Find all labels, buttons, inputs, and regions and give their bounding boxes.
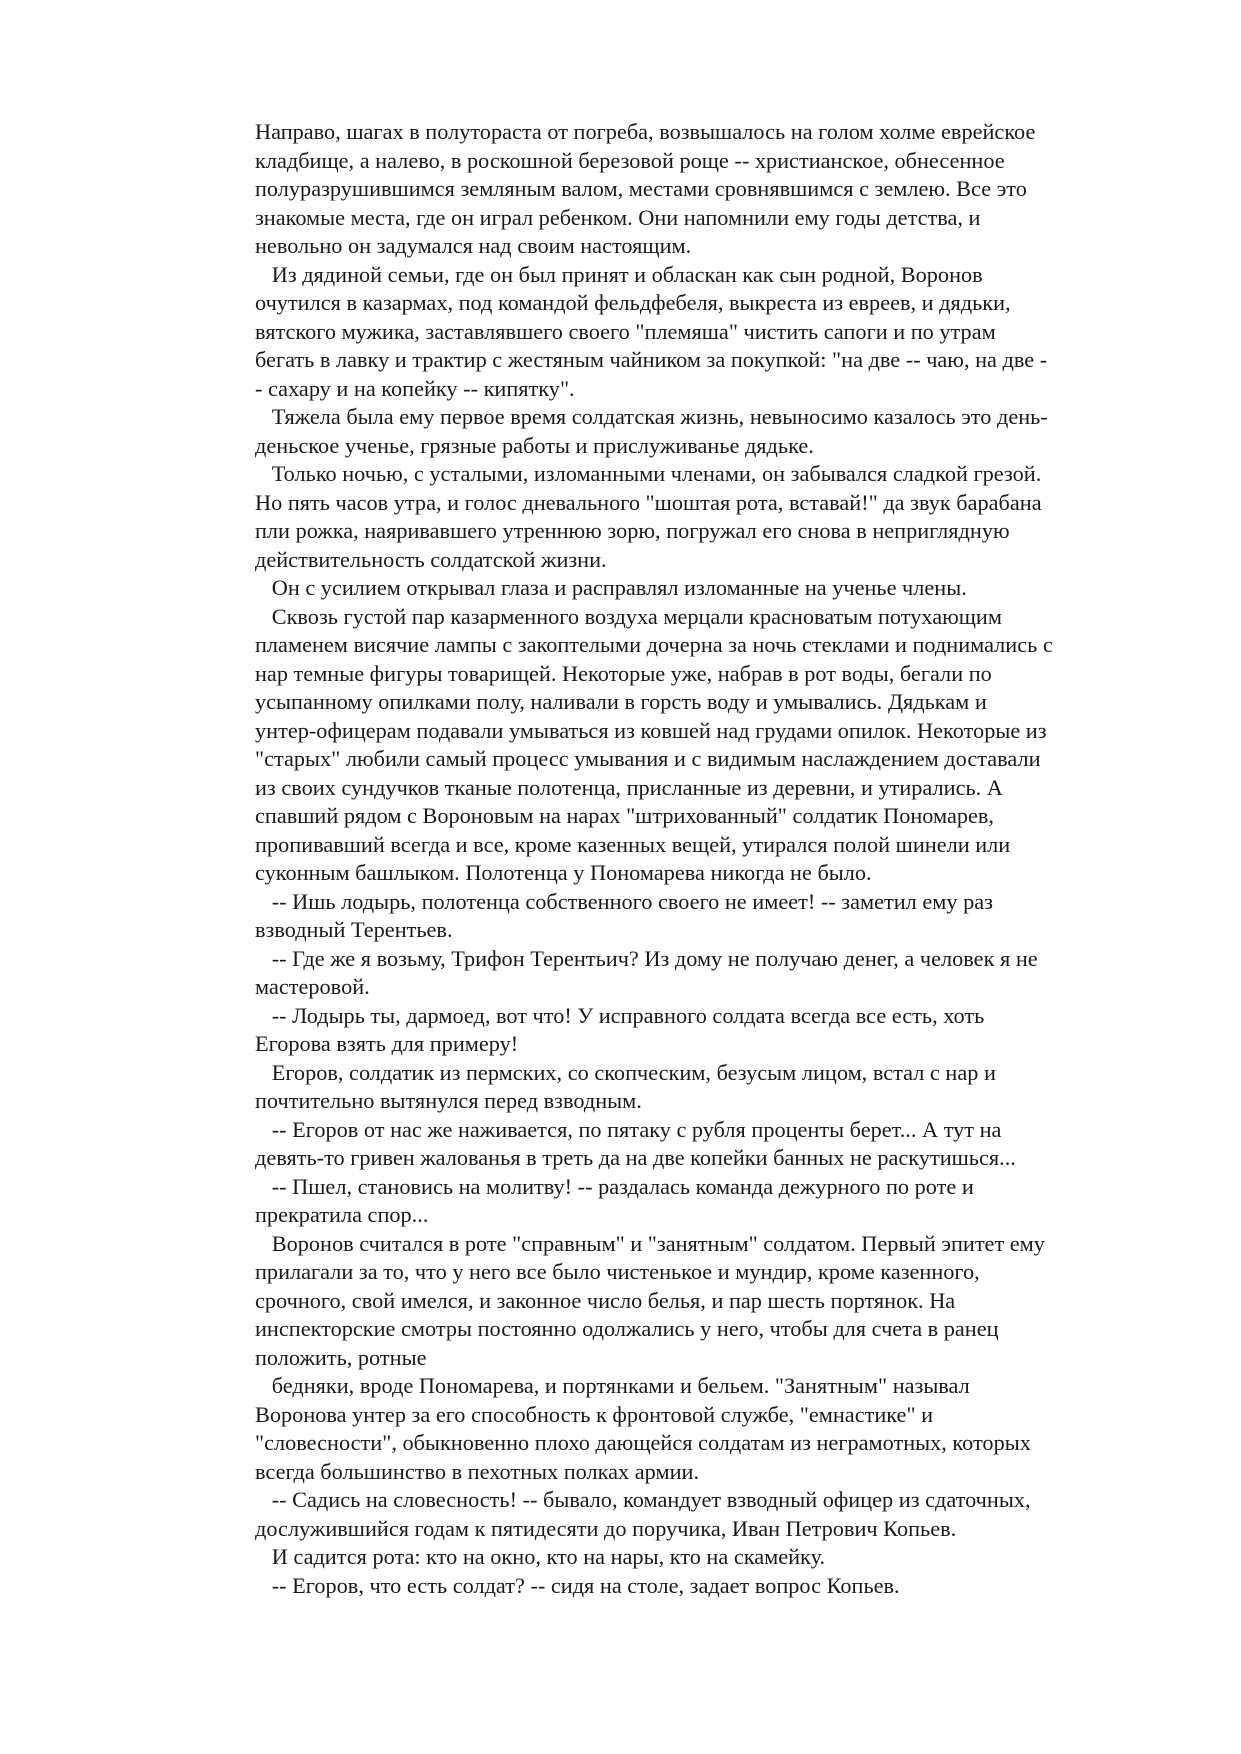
text-line: -- Пшел, становись на молитву! -- раздалась команда дежурного по роте и [255, 1173, 974, 1199]
text-line: инспекторские смотры постоянно одолжались у него, чтобы для счета в ранец [255, 1316, 999, 1341]
text-line: дослужившийся годам к пятидесяти до поручика, Иван Петрович Копьев. [255, 1515, 957, 1541]
text-line: деньское ученье, грязные работы и прислуживанье дядьке. [255, 432, 814, 458]
text-line: Егорова взять для примеру! [255, 1031, 519, 1056]
text-line: прекратила спор... [255, 1202, 429, 1227]
text-line: из своих сундучков тканые полотенца, присланные из деревни, и утирались. А [255, 774, 1003, 800]
text-line: -- Ишь лодырь, полотенца собственного своего не имеет! -- заметил ему раз [255, 888, 993, 914]
text-line: знакомые места, где он играл ребенком. Они напомнили ему годы детства, и [255, 204, 981, 230]
text-line: усыпанному опилками полу, наливали в горсть воду и умывались. Дядькам и [255, 689, 987, 714]
text-line: бедняки, вроде Пономарева, и портянками и бельем. "Занятным" называл [255, 1373, 970, 1398]
text-line: -- Егоров от нас же наживается, по пятаку с рубля проценты берет... А тут на [255, 1116, 1002, 1142]
text-line: Из дядиной семьи, где он был принят и обласкан как сын родной, Воронов [255, 261, 983, 287]
text-line: бегать в лавку и трактир с жестяным чайником за покупкой: "на две -- чаю, на две - [255, 347, 1048, 372]
text-line: "словесности", обыкновенно плохо дающейся солдатам из неграмотных, которых [255, 1430, 1031, 1455]
text-line: спавший рядом с Вороновым на нарах "штрихованный" солдатик Пономарев, [255, 803, 995, 828]
text-line: невольно он задумался над своим настоящим. [255, 233, 692, 258]
text-line: прилагали за то, что у него все было чистенькое и мундир, кроме казенного, [255, 1259, 980, 1284]
text-line: действительность солдатской жизни. [255, 546, 607, 572]
text-line: кладбище, а налево, в роскошной березовой роще -- христианское, обнесенное [255, 147, 1005, 173]
text-line: срочного, свой имелся, и законное число белья, и пар шесть портянок. На [255, 1287, 956, 1313]
text-line: всегда большинство в пехотных полках армии. [255, 1458, 700, 1484]
text-line: девять-то гривен жалованья в треть да на две копейки банных не раскутишься... [255, 1145, 1016, 1170]
text-line: Воронова унтер за его способность к фронтовой службе, "емнастике" и [255, 1401, 934, 1427]
text-line: -- Лодырь ты, дармоед, вот что! У исправного солдата всегда все есть, хоть [255, 1002, 985, 1028]
text-line: Направо, шагах в полутораста от погреба, возвышалось на голом холме еврейское [255, 119, 1036, 144]
text-line: И садится рота: кто на окно, кто на нары, кто на скамейку. [255, 1544, 826, 1569]
text-line: пли рожка, наяривавшего утреннюю зорю, погружал его снова в неприглядную [255, 518, 1010, 543]
text-line: Егоров, солдатик из пермских, со скопческим, безусым лицом, встал с нар и [255, 1059, 996, 1085]
text-line: положить, ротные [255, 1344, 427, 1370]
text-line: суконным башлыком. Полотенца у Пономарева никогда не было. [255, 860, 872, 885]
text-line: Но пять часов утра, и голос дневального "шоштая рота, вставай!" да звук барабана [255, 489, 1042, 515]
body-text [255, 118, 1160, 1600]
text-line: унтер-офицерам подавали умываться из ковшей над грудами опилок. Некоторые из [255, 717, 1047, 743]
text-line: -- Где же я возьму, Трифон Терентьич? Из дому не получаю денег, а человек я не [255, 945, 1038, 971]
text-line: нар темные фигуры товарищей. Некоторые уже, набрав в рот воды, бегали по [255, 660, 992, 686]
text-line: пламенем висячие лампы с закоптелыми дочерна за ночь стеклами и поднимались с [255, 632, 1053, 657]
text-line: Сквозь густой пар казарменного воздуха мерцали красноватым потухающим [255, 603, 1002, 629]
text-line: -- Садись на словесность! -- бывало, командует взводный офицер из сдаточных, [255, 1487, 1031, 1512]
text-line: Воронов считался в роте "справным" и "занятным" солдатом. Первый эпитет ему [255, 1230, 1045, 1256]
text-line: пропивавший всегда и все, кроме казенных вещей, утирался полой шинели или [255, 831, 1011, 857]
text-line: взводный Терентьев. [255, 917, 453, 942]
text-line: "старых" любили самый процесс умывания и с видимым наслаждением доставали [255, 746, 1041, 771]
text-line: Только ночью, с усталыми, изломанными членами, он забывался сладкой грезой. [255, 461, 1042, 486]
text-line: мастеровой. [255, 974, 370, 999]
text-line: Тяжела была ему первое время солдатская жизнь, невыносимо казалось это день- [255, 404, 1048, 429]
text-line: полуразрушившимся земляным валом, местами сровнявшимся с землею. Все это [255, 176, 1027, 201]
text-line: -- Егоров, что есть солдат? -- сидя на столе, задает вопрос Копьев. [255, 1572, 900, 1598]
text-line: - сахару и на копейку -- кипятку". [255, 375, 575, 401]
text-line: Он с усилием открывал глаза и расправлял изломанные на ученье члены. [255, 575, 967, 600]
text-line: очутился в казармах, под командой фельдфебеля, выкреста из евреев, и дядьки, [255, 290, 1011, 315]
text-line: почтительно вытянулся перед взводным. [255, 1088, 642, 1113]
text-line: вятского мужика, заставлявшего своего "племяша" чистить сапоги и по утрам [255, 318, 996, 344]
